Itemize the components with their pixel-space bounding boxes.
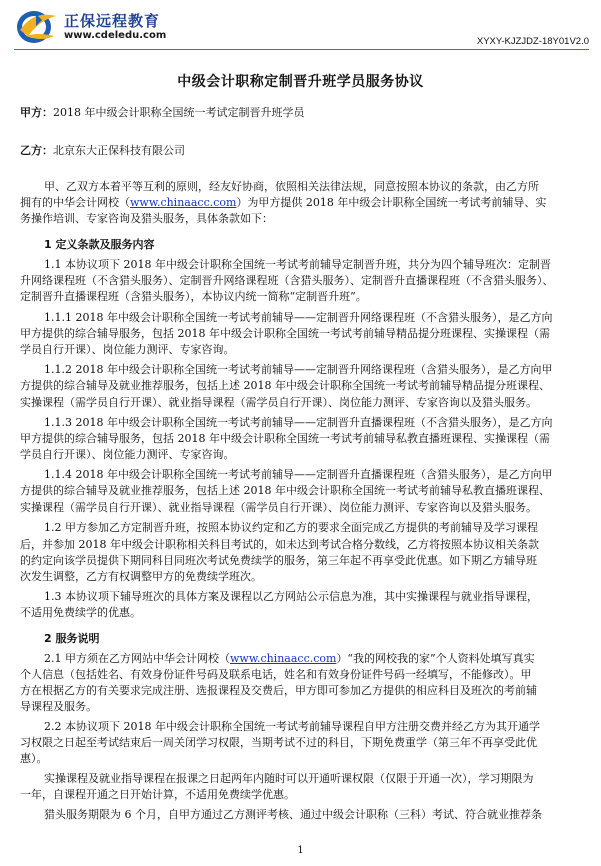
section-1-heading: 1 定义条款及服务内容 (44, 238, 155, 251)
clause-1-2: 后，并参加 2018 年中级会计职称相关科目考试的，如未达到考试合格分数线，乙方将按照本协议相关条款 (20, 538, 539, 551)
clause-1-1-2: 实操课程（需学员自行开课）、就业指导课程（需学员自行开课）、岗位能力测评、专家咨询以及猎头服务。 (20, 396, 537, 409)
brand-name: 正保远程教育 (64, 12, 161, 30)
headhunting-clause: 猎头服务期限为 6 个月，自甲方通过乙方测评考核、通过中级会计职称（三科）考试、符合就业推荐条 (44, 808, 542, 821)
party-a-value: 2018 年中级会计职称全国统一考试定制晋升班学员 (53, 106, 305, 119)
clause-1-1-1: 1.1.1 2018 年中级会计职称全国统一考试考前辅导——定制晋升网络课程班（不含猎头服务），是乙方向 (44, 311, 553, 324)
clause-1-1: 升网络课程班（不含猎头服务）、定制晋升网络课程班（含猎头服务）、定制晋升直播课程班（不含猎头服务）、 (20, 274, 554, 287)
practice-course-clause: 实操课程及就业指导课程在报课之日起两年内随时可以开通听课权限（仅限于开通一次），学习期限为 (44, 772, 534, 785)
clause-2-2: 习权限之日起至考试结束后一周关闭学习权限，当期考试不过的科目，下期免费重学（第三年不再享受此优 (20, 736, 537, 749)
party-b (20, 144, 185, 157)
clause-2-2: 惠）。 (20, 752, 48, 765)
clause-2-1: 2.1 甲方须在乙方网站中华会计网校（www.chinaacc.com）“我的网校我的家”个人资料处填写真实 (44, 652, 535, 665)
practice-course-clause: 一年，自课程开通之日开始计算，不适用免费续学优惠。 (20, 788, 295, 801)
clause-1-1-4: 实操课程（需学员自行开课）、就业指导课程（需学员自行开课）、岗位能力测评、专家咨询以及猎头服务。 (20, 501, 537, 514)
page-number: 1 (297, 845, 304, 856)
page-header (0, 0, 601, 54)
clause-1-3: 不适用免费续学的优惠。 (20, 606, 141, 619)
clause-2-1: 方在根据乙方的有关要求完成注册、选报课程及交费后，甲方即可参加乙方提供的相应科目及班次的考前辅 (20, 684, 537, 697)
clause-1-1-3: 1.1.3 2018 年中级会计职称全国统一考试考前辅导——定制晋升直播课程班（不含猎头服务），是乙方向 (44, 416, 553, 429)
clause-1-1-2: 方提供的综合辅导及就业推荐服务，包括上述 2018 年中级会计职称全国统一考试考前辅导精品提分班课程、 (20, 379, 550, 392)
chinaacc-link[interactable]: www.chinaacc.com (130, 196, 237, 209)
clause-1-2: 次发生调整，乙方有权调整甲方的免费续学班次。 (20, 570, 262, 583)
clause-1-1-2: 1.1.2 2018 年中级会计职称全国统一考试考前辅导——定制晋升网络课程班（含猎头服务），是乙方向甲 (44, 363, 553, 376)
intro-line: 拥有的中华会计网校（www.chinaacc.com）为甲方提供 2018 年中级会计职称全国统一考试考前辅导、实 (20, 196, 547, 209)
brand-url[interactable]: www.cdeledu.com (64, 30, 167, 41)
clause-2-1: 个人信息（包括姓名、有效身份证件号码及联系电话，姓名和有效身份证件号码一经填写，不能修改）。甲 (20, 668, 532, 681)
clause-1-1-1: 学员自行开课）、岗位能力测评、专家咨询。 (20, 343, 235, 356)
document-code: XYXY-KJZJDZ-18Y01V2.0 (476, 36, 589, 47)
party-b-label: 乙方： (20, 144, 53, 157)
intro-line: 务操作培训、专家咨询及猎头服务，具体条款如下： (20, 212, 273, 225)
logo-emblem-icon (14, 6, 60, 46)
clause-1-2: 1.2 甲方参加乙方定制晋升班，按照本协议约定和乙方的要求全面完成乙方提供的考前辅导及学习课程 (44, 521, 538, 534)
clause-1-1-4: 1.1.4 2018 年中级会计职称全国统一考试考前辅导——定制晋升直播课程班（含猎头服务），是乙方向甲 (44, 468, 553, 481)
party-a-label: 甲方： (20, 106, 53, 119)
clause-1-1-4: 方提供的综合辅导及就业推荐服务，包括上述 2018 年中级会计职称全国统一考试考前辅导私教直播班课程、 (20, 484, 550, 497)
chinaacc-link[interactable]: www.chinaacc.com (230, 652, 337, 665)
clause-1-1-1: 甲方提供的综合辅导服务，包括 2018 年中级会计职称全国统一考试考前辅导精品提分班课程、实操课程（需 (20, 327, 550, 340)
clause-1-1-3: 甲方提供的综合辅导服务，包括 2018 年中级会计职称全国统一考试考前辅导私教直播班课程、实操课程（需 (20, 432, 550, 445)
clause-1-1-3: 学员自行开课）、岗位能力测评、专家咨询。 (20, 448, 235, 461)
clause-1-1: 定制晋升直播课程班（含猎头服务），本协议内统一简称“定制晋升班”。 (20, 290, 367, 303)
section-2-heading: 2 服务说明 (44, 632, 100, 645)
intro-line: 甲、乙双方本着平等互利的原则，经友好协商，依照相关法律法规，同意按照本协议的条款，由乙方所 (44, 180, 539, 193)
clause-1-2: 的约定向该学员提供下期同科目同班次考试免费续学的服务，第三年起不再享受此优惠。如下期乙方辅导班 (20, 554, 537, 567)
clause-1-3: 1.3 本协议项下辅导班次的具体方案及课程以乙方网站公示信息为准，其中实操课程与就业指导课程， (44, 590, 538, 603)
header-divider (14, 49, 589, 50)
clause-2-2: 2.2 本协议项下 2018 年中级会计职称全国统一考试考前辅导课程自甲方注册交费并经乙方为其开通学 (44, 720, 540, 733)
clause-2-1: 导课程及服务。 (20, 700, 97, 713)
clause-1-1: 1.1 本协议项下 2018 年中级会计职称全国统一考试考前辅导定制晋升班，共分为四个辅导班次：定制晋 (44, 258, 551, 271)
document-title: 中级会计职称定制晋升班学员服务协议 (177, 74, 424, 90)
party-b-value: 北京东大正保科技有限公司 (53, 144, 185, 157)
party-a (20, 106, 305, 119)
